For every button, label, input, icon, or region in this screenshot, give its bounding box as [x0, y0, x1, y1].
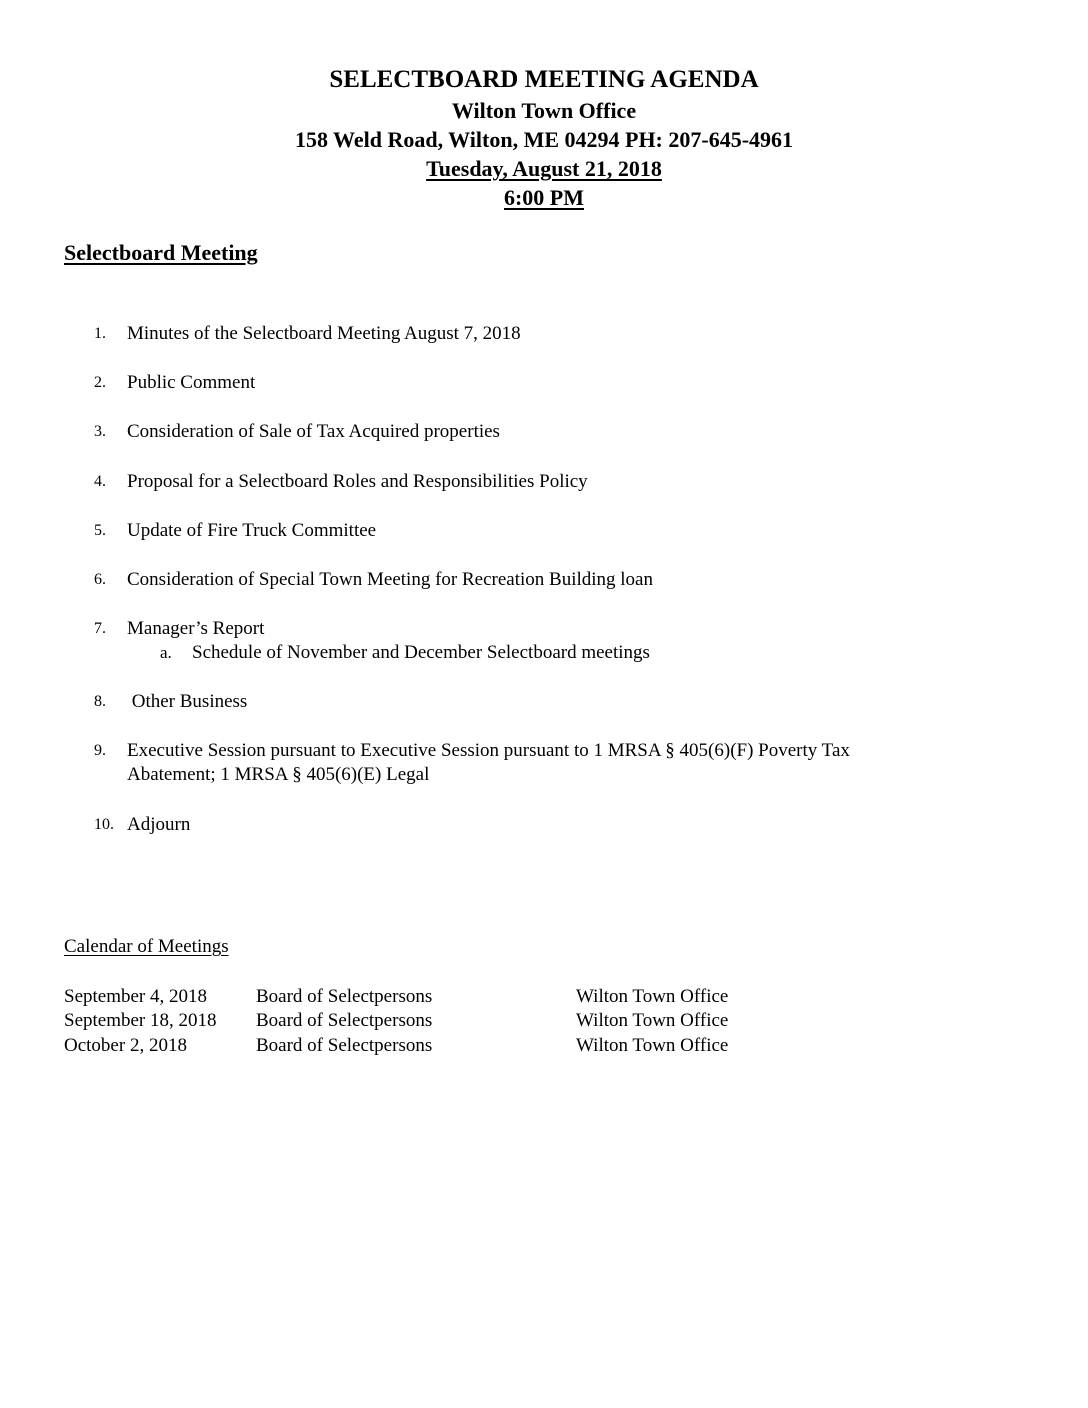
item-number: 3. — [94, 423, 106, 440]
document-title: SELECTBOARD MEETING AGENDA — [329, 66, 759, 93]
item-number: 9. — [94, 742, 106, 759]
item-text: Other Business — [127, 691, 248, 712]
item-number: 10. — [94, 816, 114, 833]
item-number: 8. — [94, 693, 106, 710]
item-number: 1. — [94, 325, 106, 342]
item-number: 7. — [94, 620, 106, 637]
item-number: 2. — [94, 374, 106, 391]
calendar-location: Wilton Town Office — [576, 1035, 729, 1056]
calendar-heading: Calendar of Meetings — [64, 936, 229, 957]
calendar-board: Board of Selectpersons — [256, 1035, 433, 1056]
calendar-date: October 2, 2018 — [64, 1035, 187, 1056]
calendar-date: September 18, 2018 — [64, 1010, 217, 1031]
calendar-location: Wilton Town Office — [576, 986, 729, 1007]
subitem-letter: a. — [160, 643, 172, 662]
item-text: Minutes of the Selectboard Meeting August 7, 2018 — [127, 323, 521, 344]
item-text: Executive Session pursuant to Executive Session pursuant to 1 MRSA § 405(6)(F) Poverty Tax — [127, 740, 850, 761]
calendar-location: Wilton Town Office — [576, 1010, 729, 1031]
item-number: 5. — [94, 522, 106, 539]
meeting-time: 6:00 PM — [503, 185, 585, 210]
subitem-text: Schedule of November and December Selectboard meetings — [192, 642, 650, 663]
item-text: Update of Fire Truck Committee — [127, 520, 377, 541]
item-text-continued: Abatement; 1 MRSA § 405(6)(E) Legal — [127, 764, 430, 785]
item-text: Consideration of Special Town Meeting for Recreation Building loan — [127, 569, 653, 590]
meeting-date: Tuesday, August 21, 2018 — [426, 156, 662, 181]
item-text: Public Comment — [127, 372, 256, 393]
item-text: Consideration of Sale of Tax Acquired properties — [127, 421, 500, 442]
item-number: 6. — [94, 571, 106, 588]
agenda-header — [0, 64, 1088, 212]
section-heading: Selectboard Meeting — [64, 240, 258, 265]
item-text: Adjourn — [127, 814, 191, 835]
item-text: Manager’s Report — [127, 618, 265, 639]
office-name: Wilton Town Office — [451, 98, 637, 123]
item-number: 4. — [94, 473, 106, 490]
calendar-board: Board of Selectpersons — [256, 986, 433, 1007]
office-address: 158 Weld Road, Wilton, ME 04294 PH: 207-645-4961 — [294, 127, 794, 152]
calendar-board: Board of Selectpersons — [256, 1010, 433, 1031]
item-text: Proposal for a Selectboard Roles and Responsibilities Policy — [127, 471, 588, 492]
calendar-date: September 4, 2018 — [64, 986, 208, 1007]
